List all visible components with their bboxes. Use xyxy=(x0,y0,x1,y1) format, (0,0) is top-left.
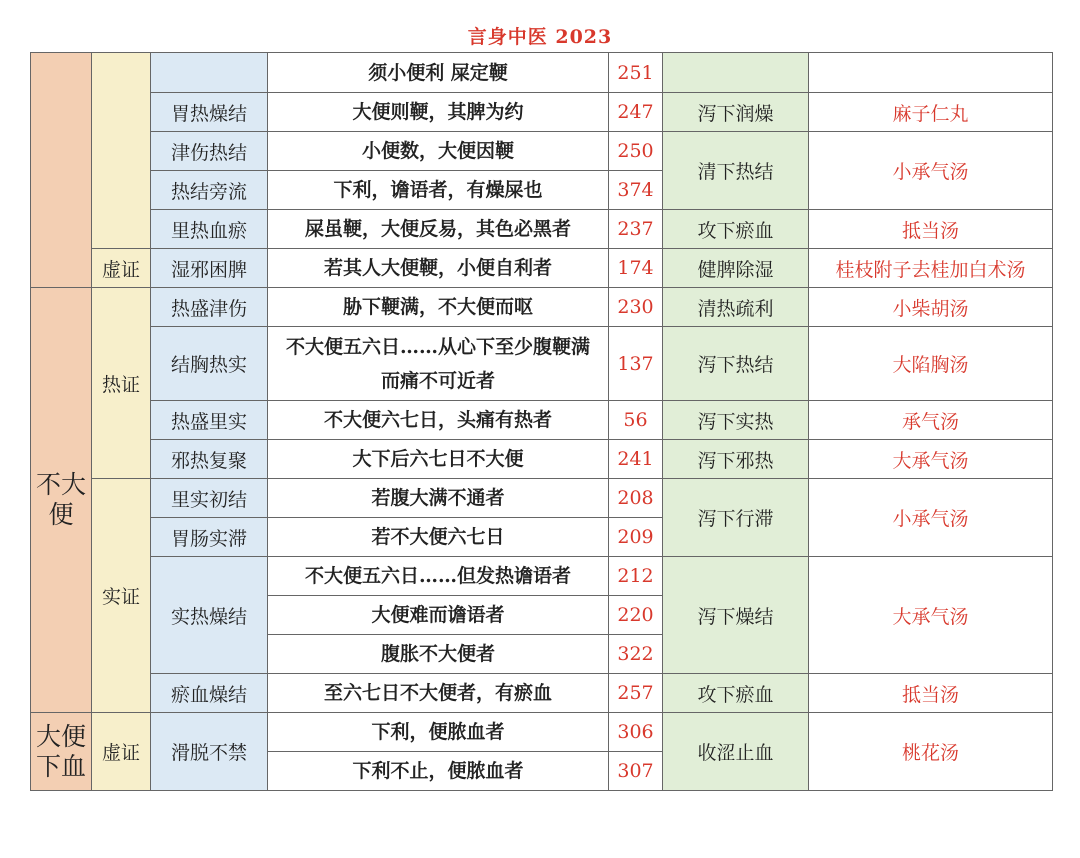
pattern-cell: 热结旁流 xyxy=(151,171,268,210)
type-cell: 虚证 xyxy=(92,713,151,791)
formula-cell: 桂枝附子去桂加白术汤 xyxy=(809,249,1053,288)
type-cell: 实证 xyxy=(92,479,151,713)
table-row xyxy=(31,479,1053,518)
formula-cell xyxy=(809,53,1053,93)
pattern-cell: 胃肠实滞 xyxy=(151,518,268,557)
clause-number: 209 xyxy=(609,518,663,557)
text-cell: 若不大便六七日 xyxy=(268,518,609,557)
table-row xyxy=(31,674,1053,713)
method-cell: 收涩止血 xyxy=(663,713,809,791)
pattern-cell: 热盛津伤 xyxy=(151,288,268,327)
text-cell: 若腹大满不通者 xyxy=(268,479,609,518)
formula-cell: 大承气汤 xyxy=(809,557,1053,674)
clause-number: 208 xyxy=(609,479,663,518)
text-cell: 胁下鞕满，不大便而呕 xyxy=(268,288,609,327)
formula-cell: 小承气汤 xyxy=(809,479,1053,557)
method-cell: 泻下实热 xyxy=(663,401,809,440)
text-cell: 大便则鞕，其脾为约 xyxy=(268,93,609,132)
table-row xyxy=(31,557,1053,596)
page-title: 言身中医 2023 xyxy=(467,26,613,48)
table-row xyxy=(31,440,1053,479)
formula-table xyxy=(30,52,1053,791)
clause-number: 237 xyxy=(609,210,663,249)
pattern-cell: 热盛里实 xyxy=(151,401,268,440)
method-cell: 泻下燥结 xyxy=(663,557,809,674)
pattern-cell xyxy=(151,53,268,93)
category-cell: 不大便 xyxy=(31,288,92,713)
clause-number: 56 xyxy=(609,401,663,440)
text-cell: 不大便六七日，头痛有热者 xyxy=(268,401,609,440)
formula-cell: 承气汤 xyxy=(809,401,1053,440)
table-row xyxy=(31,249,1053,288)
type-cell: 热证 xyxy=(92,288,151,479)
text-cell: 大下后六七日不大便 xyxy=(268,440,609,479)
clause-number: 247 xyxy=(609,93,663,132)
table-row xyxy=(31,53,1053,93)
pattern-cell: 胃热燥结 xyxy=(151,93,268,132)
method-cell: 健脾除湿 xyxy=(663,249,809,288)
pattern-cell: 结胸热实 xyxy=(151,327,268,401)
formula-cell: 大陷胸汤 xyxy=(809,327,1053,401)
clause-number: 322 xyxy=(609,635,663,674)
table-row xyxy=(31,210,1053,249)
formula-cell: 桃花汤 xyxy=(809,713,1053,791)
type-cell-blank xyxy=(92,53,151,249)
type-cell: 虚证 xyxy=(92,249,151,288)
text-cell: 至六七日不大便者，有瘀血 xyxy=(268,674,609,713)
table-row xyxy=(31,132,1053,171)
text-cell: 须小便利 屎定鞕 xyxy=(268,53,609,93)
pattern-cell: 里实初结 xyxy=(151,479,268,518)
formula-cell: 抵当汤 xyxy=(809,674,1053,713)
table-row xyxy=(31,713,1053,752)
table-row xyxy=(31,327,1053,401)
clause-number: 306 xyxy=(609,713,663,752)
method-cell: 泻下润燥 xyxy=(663,93,809,132)
method-cell: 泻下热结 xyxy=(663,327,809,401)
text-cell: 腹胀不大便者 xyxy=(268,635,609,674)
clause-number: 137 xyxy=(609,327,663,401)
text-cell: 不大便五六日……从心下至少腹鞕满而痛不可近者 xyxy=(268,327,609,401)
pattern-cell: 津伤热结 xyxy=(151,132,268,171)
formula-cell: 大承气汤 xyxy=(809,440,1053,479)
pattern-cell: 滑脱不禁 xyxy=(151,713,268,791)
pattern-cell: 瘀血燥结 xyxy=(151,674,268,713)
text-cell: 若其人大便鞕，小便自利者 xyxy=(268,249,609,288)
clause-number: 230 xyxy=(609,288,663,327)
clause-number: 250 xyxy=(609,132,663,171)
clause-number: 251 xyxy=(609,53,663,93)
pattern-cell: 里热血瘀 xyxy=(151,210,268,249)
formula-cell: 小柴胡汤 xyxy=(809,288,1053,327)
clause-number: 174 xyxy=(609,249,663,288)
table-row xyxy=(31,93,1053,132)
pattern-cell: 邪热复聚 xyxy=(151,440,268,479)
formula-cell: 抵当汤 xyxy=(809,210,1053,249)
text-cell: 屎虽鞕，大便反易，其色必黑者 xyxy=(268,210,609,249)
clause-number: 212 xyxy=(609,557,663,596)
clause-number: 257 xyxy=(609,674,663,713)
text-cell: 下利不止，便脓血者 xyxy=(268,752,609,791)
pattern-cell: 湿邪困脾 xyxy=(151,249,268,288)
method-cell: 清热疏利 xyxy=(663,288,809,327)
table-row xyxy=(31,288,1053,327)
formula-cell: 麻子仁丸 xyxy=(809,93,1053,132)
method-cell: 泻下邪热 xyxy=(663,440,809,479)
clause-number: 307 xyxy=(609,752,663,791)
text-cell: 小便数，大便因鞕 xyxy=(268,132,609,171)
method-cell xyxy=(663,53,809,93)
text-cell: 下利，便脓血者 xyxy=(268,713,609,752)
clause-number: 374 xyxy=(609,171,663,210)
formula-cell: 小承气汤 xyxy=(809,132,1053,210)
table-row xyxy=(31,401,1053,440)
clause-number: 241 xyxy=(609,440,663,479)
text-cell: 大便难而谵语者 xyxy=(268,596,609,635)
method-cell: 攻下瘀血 xyxy=(663,674,809,713)
pattern-cell: 实热燥结 xyxy=(151,557,268,674)
category-cell: 大便下血 xyxy=(31,713,92,791)
text-cell: 不大便五六日……但发热谵语者 xyxy=(268,557,609,596)
text-cell: 下利，谵语者，有燥屎也 xyxy=(268,171,609,210)
method-cell: 泻下行滞 xyxy=(663,479,809,557)
method-cell: 清下热结 xyxy=(663,132,809,210)
method-cell: 攻下瘀血 xyxy=(663,210,809,249)
category-cell-blank xyxy=(31,53,92,288)
clause-number: 220 xyxy=(609,596,663,635)
